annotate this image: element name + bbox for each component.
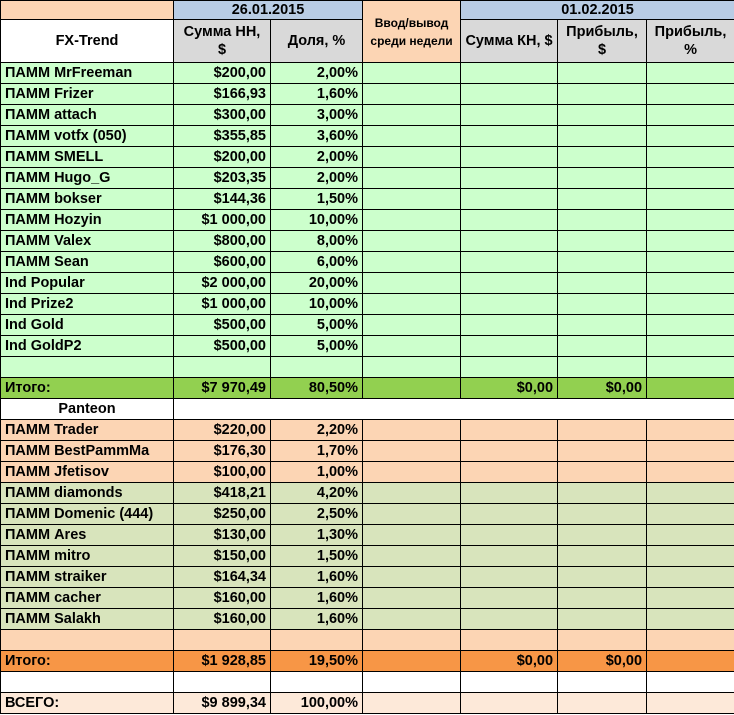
profit-usd-column-header: Прибыль, $ [558,20,647,63]
inout-cell [363,525,461,546]
share-value: 1,50% [271,189,363,210]
sum-start-value: $176,30 [174,441,271,462]
sum-end-cell [461,210,558,231]
sum-start-value: $418,21 [174,483,271,504]
profit-usd-cell [558,231,647,252]
fund-name: ПАММ Sean [1,252,174,273]
header-row-dates [1,1,734,20]
profit-usd-cell [558,441,647,462]
share-value: 3,00% [271,105,363,126]
total-profit-pct [647,651,734,672]
fund-name: ПАММ Salakh [1,609,174,630]
grand-total-sum: $9 899,34 [174,693,271,714]
grand-total-share: 100,00% [271,693,363,714]
inout-cell [363,483,461,504]
fund-name: Ind Prize2 [1,294,174,315]
fund-name: ПАММ Domenic (444) [1,504,174,525]
sum-end-cell [461,546,558,567]
fund-name: ПАММ cacher [1,588,174,609]
share-value: 2,00% [271,63,363,84]
blank-cell [461,693,558,714]
share-value: 1,00% [271,462,363,483]
blank-cell [558,357,647,378]
profit-pct-cell [647,441,734,462]
profit-pct-cell [647,546,734,567]
profit-pct-cell [647,315,734,336]
group2-title: Panteon [1,399,174,420]
sum-start-value: $500,00 [174,336,271,357]
inout-cell [363,147,461,168]
fund-name: ПАММ Hugo_G [1,168,174,189]
inout-cell [363,336,461,357]
inout-cell [363,462,461,483]
total-profit-pct [647,378,734,399]
profit-usd-cell [558,525,647,546]
table-row [1,105,734,126]
sum-end-cell [461,525,558,546]
profit-usd-cell [558,252,647,273]
group2-title-row [1,399,734,420]
table-row [1,231,734,252]
share-value: 10,00% [271,210,363,231]
fund-name: ПАММ mitro [1,546,174,567]
fund-name: Ind Gold [1,315,174,336]
profit-pct-cell [647,336,734,357]
table-row [1,63,734,84]
blank-cell [363,630,461,651]
sum-end-cell [461,441,558,462]
total-inout [363,651,461,672]
sum-start-value: $600,00 [174,252,271,273]
inout-cell [363,546,461,567]
profit-pct-cell [647,567,734,588]
sum-start-value: $200,00 [174,147,271,168]
profit-pct-cell [647,420,734,441]
share-value: 4,20% [271,483,363,504]
sum-end-cell [461,420,558,441]
sum-end-cell [461,336,558,357]
share-value: 5,00% [271,315,363,336]
share-value: 1,70% [271,441,363,462]
sum-end-cell [461,483,558,504]
sum-start-value: $250,00 [174,504,271,525]
table-row [1,126,734,147]
sum-end-cell [461,168,558,189]
fund-name: ПАММ Ares [1,525,174,546]
profit-pct-cell [647,126,734,147]
blank-row [1,630,734,651]
table-row [1,462,734,483]
profit-usd-cell [558,273,647,294]
profit-pct-cell [647,210,734,231]
inout-cell [363,210,461,231]
fund-name: Ind GoldP2 [1,336,174,357]
sum-start-value: $355,85 [174,126,271,147]
inout-cell [363,609,461,630]
table-row [1,84,734,105]
sum-end-cell [461,105,558,126]
header-blank-cell [1,1,174,20]
share-value: 2,00% [271,147,363,168]
table-row [1,273,734,294]
blank-cell [647,672,734,693]
sum-start-value: $166,93 [174,84,271,105]
table-row [1,546,734,567]
table-row [1,525,734,546]
sum-start-column-header: Сумма НН, $ [174,20,271,63]
fund-name: ПАММ attach [1,105,174,126]
profit-pct-cell [647,63,734,84]
profit-usd-cell [558,63,647,84]
fund-name: Ind Popular [1,273,174,294]
inout-cell [363,420,461,441]
profit-pct-cell [647,84,734,105]
inout-column-header: Ввод/вывод среди недели [363,1,461,63]
fund-name: ПАММ Valex [1,231,174,252]
table-row [1,336,734,357]
share-value: 6,00% [271,252,363,273]
grand-total-label: ВСЕГО: [1,693,174,714]
inout-cell [363,126,461,147]
blank-cell [647,630,734,651]
sum-start-value: $130,00 [174,525,271,546]
blank-cell [363,672,461,693]
profit-usd-cell [558,105,647,126]
blank-cell [558,630,647,651]
fund-name: ПАММ votfx (050) [1,126,174,147]
table-row [1,420,734,441]
sum-end-cell [461,231,558,252]
blank-cell [461,357,558,378]
sum-end-cell [461,126,558,147]
sum-end-cell [461,315,558,336]
sum-start-value: $500,00 [174,315,271,336]
profit-usd-cell [558,126,647,147]
blank-cell [461,630,558,651]
sum-start-value: $100,00 [174,462,271,483]
share-value: 8,00% [271,231,363,252]
total-label: Итого: [1,378,174,399]
share-value: 5,00% [271,336,363,357]
inout-cell [363,441,461,462]
profit-usd-cell [558,168,647,189]
total-profit: $0,00 [558,378,647,399]
blank-cell [1,630,174,651]
sum-end-cell [461,462,558,483]
inout-cell [363,105,461,126]
sum-start-value: $160,00 [174,588,271,609]
profit-pct-cell [647,168,734,189]
group1-title: FX-Trend [1,20,174,63]
fund-name: ПАММ diamonds [1,483,174,504]
inout-cell [363,504,461,525]
blank-cell [174,630,271,651]
profit-usd-cell [558,336,647,357]
profit-pct-cell [647,294,734,315]
total-share: 19,50% [271,651,363,672]
profit-usd-cell [558,483,647,504]
fund-name: ПАММ MrFreeman [1,63,174,84]
profit-pct-cell [647,609,734,630]
profit-usd-cell [558,420,647,441]
fund-name: ПАММ SMELL [1,147,174,168]
sum-end-cell [461,252,558,273]
profit-pct-cell [647,105,734,126]
blank-cell [174,672,271,693]
profit-usd-cell [558,210,647,231]
profit-usd-cell [558,315,647,336]
table-row [1,147,734,168]
blank-cell [271,357,363,378]
blank-cell [174,357,271,378]
inout-cell [363,231,461,252]
sum-start-value: $800,00 [174,231,271,252]
table-row [1,210,734,231]
share-value: 1,30% [271,525,363,546]
profit-usd-cell [558,462,647,483]
sum-start-value: $1 000,00 [174,294,271,315]
blank-cell [647,357,734,378]
profit-pct-cell [647,504,734,525]
total-profit: $0,00 [558,651,647,672]
profit-pct-cell [647,588,734,609]
profit-pct-cell [647,462,734,483]
share-value: 1,60% [271,609,363,630]
sum-start-value: $164,34 [174,567,271,588]
inout-cell [363,84,461,105]
total-share: 80,50% [271,378,363,399]
total-sum: $1 928,85 [174,651,271,672]
share-value: 1,50% [271,546,363,567]
date-end: 01.02.2015 [461,1,734,20]
sum-start-value: $2 000,00 [174,273,271,294]
inout-cell [363,588,461,609]
table-row [1,189,734,210]
inout-cell [363,294,461,315]
profit-pct-column-header: Прибыль, % [647,20,734,63]
table-row [1,315,734,336]
share-value: 1,60% [271,84,363,105]
sum-end-cell [461,147,558,168]
blank-cell [558,672,647,693]
profit-pct-cell [647,252,734,273]
sum-end-cell [461,273,558,294]
sum-start-value: $300,00 [174,105,271,126]
profit-usd-cell [558,84,647,105]
fund-name: ПАММ Frizer [1,84,174,105]
table-row [1,294,734,315]
sum-start-value: $200,00 [174,63,271,84]
table-row [1,588,734,609]
table-row [1,504,734,525]
date-start: 26.01.2015 [174,1,363,20]
sum-end-cell [461,588,558,609]
group2-total-row [1,651,734,672]
sum-end-cell [461,567,558,588]
sum-start-value: $144,36 [174,189,271,210]
blank-cell [1,672,174,693]
sum-end-cell [461,294,558,315]
blank-cell [174,399,734,420]
share-column-header: Доля, % [271,20,363,63]
profit-pct-cell [647,483,734,504]
profit-usd-cell [558,294,647,315]
fund-name: ПАММ bokser [1,189,174,210]
sum-end-cell [461,189,558,210]
blank-cell [363,693,461,714]
table-row [1,441,734,462]
sum-start-value: $203,35 [174,168,271,189]
group1-total-row [1,378,734,399]
blank-cell [558,693,647,714]
share-value: 2,00% [271,168,363,189]
share-value: 2,20% [271,420,363,441]
blank-row [1,357,734,378]
share-value: 20,00% [271,273,363,294]
sum-start-value: $220,00 [174,420,271,441]
table-row [1,168,734,189]
profit-usd-cell [558,567,647,588]
profit-usd-cell [558,504,647,525]
share-value: 3,60% [271,126,363,147]
grand-total-row [1,693,734,714]
total-sum-end: $0,00 [461,378,558,399]
profit-pct-cell [647,273,734,294]
total-sum-end: $0,00 [461,651,558,672]
blank-cell [461,672,558,693]
share-value: 10,00% [271,294,363,315]
share-value: 1,60% [271,588,363,609]
fund-name: ПАММ straiker [1,567,174,588]
sum-start-value: $160,00 [174,609,271,630]
inout-cell [363,189,461,210]
sum-end-cell [461,504,558,525]
profit-usd-cell [558,609,647,630]
total-label: Итого: [1,651,174,672]
inout-cell [363,252,461,273]
sum-end-cell [461,609,558,630]
inout-cell [363,63,461,84]
sum-end-column-header: Сумма КН, $ [461,20,558,63]
table-row [1,609,734,630]
sum-end-cell [461,63,558,84]
profit-usd-cell [558,546,647,567]
fund-name: ПАММ Jfetisov [1,462,174,483]
blank-cell [363,357,461,378]
fund-name: ПАММ Trader [1,420,174,441]
fund-name: ПАММ BestPammMa [1,441,174,462]
inout-cell [363,273,461,294]
profit-pct-cell [647,525,734,546]
blank-cell [647,693,734,714]
sum-end-cell [461,84,558,105]
profit-usd-cell [558,147,647,168]
blank-cell [1,357,174,378]
profit-usd-cell [558,588,647,609]
blank-cell [271,630,363,651]
profit-pct-cell [647,147,734,168]
share-value: 2,50% [271,504,363,525]
share-value: 1,60% [271,567,363,588]
sum-start-value: $150,00 [174,546,271,567]
profit-pct-cell [647,231,734,252]
inout-cell [363,168,461,189]
sum-start-value: $1 000,00 [174,210,271,231]
profit-usd-cell [558,189,647,210]
total-sum: $7 970,49 [174,378,271,399]
blank-cell [271,672,363,693]
inout-cell [363,315,461,336]
table-row [1,483,734,504]
table-row [1,252,734,273]
profit-pct-cell [647,189,734,210]
table-row [1,567,734,588]
fund-name: ПАММ Hozyin [1,210,174,231]
inout-cell [363,567,461,588]
blank-row [1,672,734,693]
total-inout [363,378,461,399]
